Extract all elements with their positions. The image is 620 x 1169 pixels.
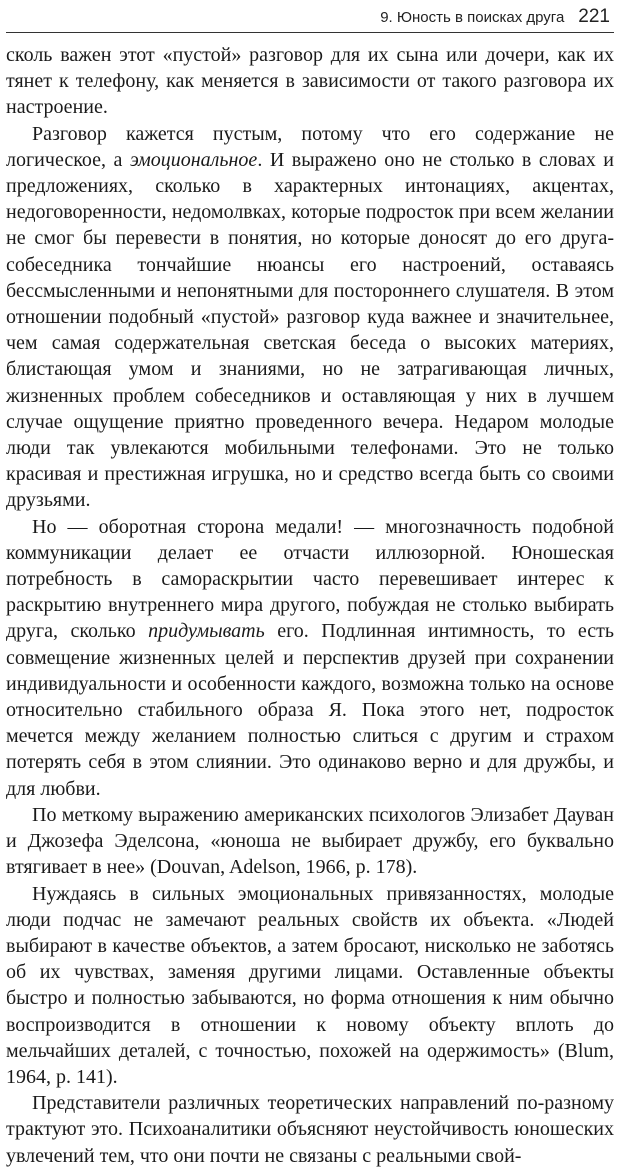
- running-head: [0, 4, 610, 30]
- page-number: 221: [578, 6, 610, 27]
- paragraph-2-italic-term: эмоциональное: [129, 148, 258, 171]
- paragraph-2: [6, 121, 614, 514]
- paragraph-6-text: Представители различных теоретических направлений по-разному трактуют это. Психоаналитики объясняют неустойчивость юношеских увлечений тем, что они почти не связаны с реальными свой-: [6, 1092, 614, 1167]
- header-rule: [6, 32, 614, 33]
- body-text: [6, 42, 614, 1169]
- paragraph-3-text-b: его. Подлинная интимность, то есть совмещение жизненных целей и перспектив друзей при сохранении индивидуальности и особенности каждого, возможна только на основе относительно стабильного образа Я. Пока этого нет, подросток мечется между желанием полностью слиться с другим и страхом потерять себя в этом слиянии. Это одинаково верно и для дружбы, и для любви.: [6, 620, 615, 800]
- paragraph-5: [6, 881, 614, 1091]
- paragraph-3: [6, 514, 614, 802]
- paragraph-5-text: Нуждаясь в сильных эмоциональных привязанностях, молодые люди подчас не замечают реальных свойств их объекта. «Людей выбирают в качестве объектов, а затем бросают, нисколько не заботясь об их чувствах, заменяя другими лицами. Оставленные объекты быстро и полностью забываются, но форма отношения к ним обычно воспроизводится в отношении к новому объекту вплоть до мельчайших деталей, с точностью, похожей на одержимость» (Blum, 1964, p. 141).: [6, 882, 614, 1088]
- chapter-title: 9. Юность в поисках друга: [380, 9, 565, 26]
- paragraph-2-text-a: Разговор кажется пустым, потому что его содержание не логическое, а: [6, 122, 614, 171]
- paragraph-3-text-a: Но — оборотная сторона медали! — многозначность подобной коммуникации делает ее отчасти иллюзорной. Юношеская потребность в самораскрытии часто перевешивает интерес к раскрытию внутреннего мира другого, побуждая не столько выбирать друга, сколько: [6, 515, 614, 643]
- paragraph-1: [6, 42, 614, 121]
- paragraph-4: [6, 802, 614, 881]
- paragraph-1-text: сколь важен этот «пустой» разговор для их сына или дочери, как их тянет к телефону, как меняется в зависимости от такого разговора их настроение.: [6, 44, 614, 119]
- paragraph-3-italic-term: придумывать: [148, 620, 265, 643]
- paragraph-4-text: По меткому выражению американских психологов Элизабет Дауван и Джозефа Эделсона, «юноша не выбирает дружбу, его буквально втягивает в нее» (Douvan, Adelson, 1966, p. 178).: [6, 803, 614, 879]
- paragraph-2-text-b: . И выражено оно не столько в словах и предложениях, сколько в характерных интонациях, акцентах, недоговоренности, недомолвках, которые подросток при всем желании не смог бы перевести в понятия, но которые доносят до его друга-собеседника тончайшие нюансы его настроений, оставаясь бессмысленными и непонятными для постороннего слушателя. В этом отношении подобный «пустой» разговор куда важнее и значительнее, чем самая содержательная светская беседа о высоких материях, блистающая умом и знаниями, но не затрагивающая личных, жизненных проблем собеседников и оставляющая у них в лучшем случае ощущение приятно проведенного вечера. Недаром молодые люди так увлекаются мобильными телефонами. Это не только красивая и престижная игрушка, но и средство всегда быть со своими друзьями.: [6, 148, 614, 512]
- paragraph-6: [6, 1090, 614, 1169]
